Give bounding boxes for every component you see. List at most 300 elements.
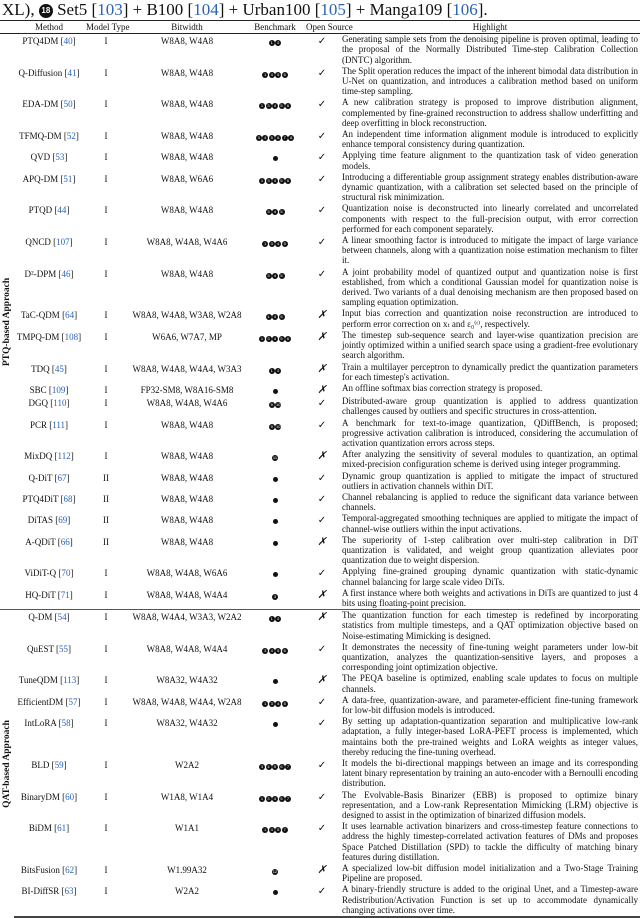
- check-icon: ✓: [317, 152, 327, 164]
- cell-bitwidth: FP32-SM8, W8A16-SM8: [140, 384, 234, 395]
- cell-bitwidth: W8A32, W4A32: [156, 718, 218, 729]
- benchmark-circle-icon: 3: [257, 135, 260, 141]
- cell-bitwidth: W8A8, W4A8: [160, 493, 214, 504]
- benchmark-dots: [273, 679, 278, 684]
- benchmark-circle-icon: ·: [274, 156, 276, 162]
- benchmark-circle-icon: 7: [286, 764, 290, 770]
- cell-method: TuneQDM [113]: [18, 675, 80, 686]
- benchmark-circle-icon: 1: [264, 241, 267, 247]
- cell-benchmark: [246, 790, 304, 822]
- cell-model-type: I: [104, 451, 108, 462]
- benchmark-circle-icon: 3: [273, 593, 277, 599]
- cell-method: ViDiT-Q [70]: [24, 568, 74, 579]
- benchmark-circle-icon: 5: [280, 272, 283, 278]
- header-model-type: Model Type: [86, 22, 130, 32]
- method-name: QVD: [30, 152, 51, 163]
- cell-benchmark: [246, 821, 304, 863]
- cell-model-type: I: [104, 310, 108, 321]
- citation-link[interactable]: 62: [65, 865, 75, 876]
- benchmark-circle-icon: ·: [274, 540, 276, 546]
- citation-link[interactable]: 107: [56, 237, 70, 248]
- cross-icon: ✗: [317, 611, 327, 624]
- cell-model-type: I: [104, 173, 108, 184]
- cell-model-type: I: [104, 152, 108, 163]
- citation-link[interactable]: 105: [320, 0, 346, 19]
- cell-model-type: I: [104, 568, 108, 579]
- citation-link[interactable]: 45: [54, 363, 64, 374]
- cell-open-source: [304, 716, 340, 758]
- cell-benchmark: [246, 362, 304, 383]
- cell-model-type: I: [104, 36, 108, 47]
- citation-link[interactable]: 110: [53, 398, 67, 409]
- cell-open-source: [304, 34, 340, 66]
- cell-bitwidth: W8A8, W4A8: [160, 515, 214, 526]
- citation-link[interactable]: 53: [55, 152, 65, 163]
- benchmark-circle-icon: 9: [270, 402, 273, 408]
- cell-bitwidth: W1A1: [175, 823, 199, 834]
- cell-open-source: [304, 308, 340, 329]
- cell-open-source: [304, 172, 340, 204]
- cell-bitwidth: W8A8, W4A8, W4A4: [146, 589, 228, 600]
- cell-bitwidth: W8A8, W4A8: [160, 472, 214, 483]
- method-name: TFMQ-DM: [19, 131, 62, 142]
- method-name: QNCD: [25, 237, 51, 248]
- cell-model-type: I: [104, 205, 108, 216]
- method-name: APQ-DM: [22, 173, 59, 184]
- benchmark-circle-icon: 11: [272, 455, 278, 461]
- citation-link[interactable]: 59: [54, 760, 64, 771]
- cell-method: PTQ4DiT [68]: [22, 493, 76, 504]
- cell-benchmark: [246, 235, 304, 267]
- cell-highlight: It models the bi-directional mappings between an image and its corresponding latent binary representation by training an auto-encoder with a Bernoulli encoding distribution.: [342, 758, 638, 789]
- citation-link[interactable]: 46: [61, 268, 71, 279]
- check-icon: ✓: [317, 398, 327, 410]
- cell-method: TFMQ-DM [52]: [19, 131, 79, 142]
- benchmark-dots: [269, 424, 282, 430]
- benchmark-circle-icon: 3: [260, 764, 264, 770]
- benchmark-circle-icon: 6: [286, 103, 290, 109]
- cell-model-type: I: [104, 791, 108, 802]
- method-name: TDQ: [31, 363, 50, 374]
- cross-icon: ✗: [317, 588, 327, 601]
- cell-open-source: [304, 383, 340, 396]
- cell-method: PCR [111]: [29, 419, 69, 430]
- benchmark-circle-icon: 1: [267, 314, 270, 320]
- citation-link[interactable]: 51: [63, 173, 73, 184]
- cell-highlight: The timestep sub-sequence search and layer-wise quantization precision are jointly optimized within a unified search space using a gradient-free evolutionary search algorithm.: [342, 329, 638, 361]
- cell-highlight: The Evolvable-Basis Binarizer (EBB) is proposed to optimize binary representation, and a Low-rank Representation Mimicking (LRM) objective is designed to assist in the optimization of binarized diffusion models.: [342, 789, 638, 821]
- table-row: [0, 821, 640, 863]
- method-name: A-QDiT: [25, 536, 56, 547]
- method-name: IntLoRA: [24, 718, 57, 729]
- table-row: [0, 695, 640, 716]
- benchmark-dots: [273, 722, 278, 727]
- citation-link[interactable]: 60: [65, 791, 75, 802]
- benchmark-circle-icon: ·: [274, 722, 276, 728]
- citation-link[interactable]: 41: [67, 67, 77, 78]
- cell-bitwidth: W8A8, W4A8, W4A6: [146, 237, 228, 248]
- benchmark-circle-icon: 4: [273, 103, 277, 109]
- cell-bitwidth: W2A2: [175, 760, 199, 771]
- cell-method: PTQ4DM [40]: [22, 36, 76, 47]
- cell-method: BiDM [61]: [28, 823, 70, 834]
- header-method: Method: [14, 21, 84, 34]
- cell-benchmark: [246, 66, 304, 98]
- cell-open-source: [304, 695, 340, 716]
- citation-link[interactable]: 66: [60, 536, 70, 547]
- group-label: QAT-based Approach: [1, 719, 12, 808]
- cell-method: QuEST [55]: [26, 643, 72, 654]
- benchmark-circle-icon: 4: [277, 241, 280, 247]
- benchmark-dots: [269, 40, 282, 46]
- benchmark-circle-icon: 1: [260, 335, 264, 341]
- cell-model-type: I: [104, 865, 108, 876]
- cell-bitwidth: W8A8, W4A8: [160, 152, 214, 163]
- cell-model-type: I: [104, 643, 108, 654]
- cell-highlight: Input bias correction and quantization noise reconstruction are introduced to perform error correction on xₜ and ε₀⁽ᵗ⁾, respectively.: [342, 308, 638, 329]
- cell-benchmark: [246, 172, 304, 204]
- table-row: [0, 383, 640, 396]
- table-row: [0, 129, 640, 150]
- citation-link[interactable]: 64: [65, 310, 75, 321]
- citation-link[interactable]: 40: [63, 36, 73, 47]
- cell-bitwidth: W8A8, W4A8: [160, 67, 214, 78]
- table-row: [0, 566, 640, 587]
- cell-bitwidth: W2A2: [128, 884, 246, 917]
- cell-method: BinaryDM [60]: [20, 791, 78, 802]
- cell-highlight: Dynamic group quantization is applied to mitigate the impact of structured outliers in activation channels within DiT.: [342, 470, 638, 491]
- cell-bitwidth: W6A6, W7A7, MP: [152, 331, 222, 342]
- cell-open-source: [304, 758, 340, 790]
- caption-text-1: Set5 [: [52, 0, 98, 19]
- cell-highlight: The Split operation reduces the impact of the inherent bimodal data distribution in U-Net on quantization, and introduces a calibration method based on uniform time-step sampling.: [342, 65, 638, 97]
- cross-icon: ✗: [317, 674, 327, 687]
- cell-highlight: A first instance where both weights and activations in DiTs are quantized to just 4 bits using floating-point precision.: [342, 587, 638, 608]
- header-group: [0, 21, 14, 34]
- citation-link[interactable]: 44: [57, 205, 67, 216]
- cell-method: BI-DiffSR [63]: [14, 884, 84, 917]
- header-bitwidth: Bitwidth: [128, 21, 246, 34]
- group-ptq: [0, 34, 14, 610]
- table-row: [0, 308, 640, 329]
- benchmark-dots: [259, 796, 291, 802]
- table-row: [0, 396, 640, 417]
- caption-text-3: ] + Urban100 [: [218, 0, 321, 19]
- citation-link[interactable]: 55: [59, 643, 69, 654]
- table-row: [0, 642, 640, 674]
- cell-model-type: I: [104, 268, 108, 279]
- benchmark-circle-icon: 5: [280, 177, 283, 183]
- cell-bitwidth: W8A8, W4A8: [160, 99, 214, 110]
- method-name: BinaryDM: [20, 791, 60, 802]
- cell-highlight: A specialized low-bit diffusion model initialization and a Two-Stage Training Pipeline are proposed.: [342, 863, 638, 884]
- cell-method: IntLoRA [58]: [24, 718, 74, 729]
- table-row: [0, 492, 640, 513]
- benchmark-circle-icon: 3: [267, 335, 270, 341]
- cross-icon: ✗: [317, 864, 327, 877]
- table-row: [0, 418, 640, 450]
- check-icon: ✓: [317, 823, 327, 835]
- check-icon: ✓: [317, 268, 327, 280]
- citation-link[interactable]: 67: [57, 472, 67, 483]
- citation-link[interactable]: 50: [63, 99, 73, 110]
- benchmark-circle-icon: 2: [277, 367, 280, 373]
- citation-link[interactable]: 54: [57, 612, 67, 623]
- cell-highlight: A new calibration strategy is proposed to improve distribution alignment, complemented by fine-grained reconstruction to address shallow underfitting and deep overfitting in block reconstruction.: [342, 97, 638, 128]
- cell-benchmark: [246, 673, 304, 694]
- benchmark-circle-icon: 3: [270, 700, 273, 706]
- cell-open-source: [304, 673, 340, 694]
- cell-model-type: I: [104, 696, 108, 707]
- cross-icon: ✗: [317, 330, 327, 343]
- cell-model-type: I: [104, 398, 108, 409]
- benchmark-circle-icon: 4: [273, 272, 277, 278]
- cell-benchmark: [246, 863, 304, 884]
- cell-bitwidth: W8A32, W4A32: [156, 675, 218, 686]
- benchmark-dots: [259, 336, 291, 342]
- cell-benchmark: [246, 330, 304, 362]
- benchmark-circle-icon: ·: [274, 388, 276, 394]
- citation-link[interactable]: 112: [57, 451, 71, 462]
- check-icon: ✓: [317, 718, 327, 730]
- citation-link[interactable]: 69: [58, 515, 68, 526]
- benchmark-circle-icon: 5: [280, 795, 283, 801]
- benchmark-circle-icon: 6: [286, 335, 290, 341]
- cell-open-source: [304, 642, 340, 674]
- benchmark-dots: [262, 701, 288, 707]
- caption-text-5: ].: [477, 0, 488, 19]
- cell-open-source: [304, 418, 340, 450]
- check-icon: ✓: [317, 237, 327, 249]
- cell-benchmark: [246, 34, 304, 66]
- citation-link[interactable]: 113: [63, 675, 77, 686]
- cell-benchmark: [246, 150, 304, 171]
- cell-open-source: [304, 267, 340, 309]
- cell-model-type: I: [104, 419, 108, 430]
- cross-icon: ✗: [317, 450, 327, 463]
- table-row: [0, 716, 640, 758]
- benchmark-dots: [273, 890, 278, 895]
- benchmark-circle-icon: 10: [276, 423, 281, 429]
- cell-method: SBC [109]: [29, 384, 69, 395]
- benchmark-dots: [269, 616, 282, 622]
- cell-method: QVD [53]: [30, 152, 68, 163]
- cell-open-source: [304, 863, 340, 884]
- cell-open-source: [304, 150, 340, 171]
- cell-method: TDQ [45]: [31, 363, 67, 374]
- citation-link[interactable]: 106: [452, 0, 478, 19]
- benchmark-circle-icon: 4: [273, 335, 277, 341]
- benchmark-circle-icon: 1: [270, 40, 273, 46]
- citation-link[interactable]: 103: [97, 0, 123, 19]
- benchmark-circle-icon: 1: [264, 827, 267, 833]
- check-icon: ✓: [317, 493, 327, 505]
- table-row: [0, 610, 640, 642]
- table-row: [0, 758, 640, 790]
- cell-model-type: I: [104, 99, 108, 110]
- citation-link[interactable]: 61: [57, 823, 67, 834]
- benchmark-circle-icon: 4: [273, 314, 277, 320]
- cell-highlight: The superiority of 1-step calibration over multi-step calibration in DiT quantization is validated, and weight group quantization alleviates poor quantization due to weight dispersion.: [342, 534, 638, 566]
- cross-icon: ✗: [317, 362, 327, 375]
- citation-link[interactable]: 58: [61, 718, 71, 729]
- cell-model-type: I: [104, 131, 108, 142]
- cell-method: QNCD [107]: [25, 237, 73, 248]
- benchmark-dots: [272, 594, 278, 600]
- benchmark-circle-icon: ·: [274, 519, 276, 525]
- cell-bitwidth: W8A8, W4A8: [160, 36, 214, 47]
- cell-method: DGQ [110]: [28, 398, 70, 409]
- method-name: BiDM: [28, 823, 52, 834]
- citation-link[interactable]: 111: [52, 419, 66, 430]
- cell-bitwidth: W8A8, W4A8: [160, 536, 214, 547]
- table-row: [0, 267, 640, 309]
- benchmark-circle-icon: 1: [270, 367, 273, 373]
- cell-method: DiTAS [69]: [27, 515, 71, 526]
- cell-bitwidth: W8A8, W4A8, W3A8, W2A8: [132, 310, 242, 321]
- cell-open-source: [304, 396, 340, 417]
- check-icon: ✓: [317, 472, 327, 484]
- table-row: [0, 884, 640, 917]
- cell-benchmark: [246, 610, 304, 642]
- citation-link[interactable]: 57: [68, 696, 78, 707]
- cell-bitwidth: W8A8, W4A8, W6A6: [146, 568, 228, 579]
- citation-link[interactable]: 52: [66, 131, 76, 142]
- benchmark-dots: [269, 402, 282, 408]
- method-name: TMPQ-DM: [16, 331, 60, 342]
- cross-icon: ✗: [317, 383, 327, 396]
- cell-benchmark: [246, 513, 304, 534]
- benchmark-dots: [272, 869, 278, 875]
- cell-model-type: I: [104, 237, 108, 248]
- benchmark-circle-icon: 2: [277, 40, 280, 46]
- cell-open-source: [304, 513, 340, 534]
- table-row: [0, 449, 640, 470]
- cell-bitwidth: W8A8, W4A8: [160, 451, 214, 462]
- caption-line: [0, 0, 640, 20]
- method-name: QuEST: [26, 643, 54, 654]
- caption-text-4: ] + Manga109 [: [345, 0, 453, 19]
- cell-open-source: [304, 610, 340, 642]
- table-row: [0, 471, 640, 492]
- check-icon: ✓: [317, 515, 327, 527]
- benchmark-circle-icon: 6: [280, 764, 283, 770]
- citation-link[interactable]: 108: [64, 331, 79, 342]
- benchmark-circle-icon: 1: [260, 103, 264, 109]
- check-icon: ✓: [317, 760, 327, 772]
- citation-link[interactable]: 104: [193, 0, 219, 19]
- check-icon: ✓: [317, 886, 327, 898]
- cell-open-source: [304, 884, 340, 917]
- cell-open-source: [304, 492, 340, 513]
- method-name: DGQ: [28, 398, 49, 409]
- benchmark-circle-icon: 10: [276, 402, 281, 408]
- benchmark-circle-icon: 4: [267, 764, 270, 770]
- benchmark-circle-icon: 3: [267, 272, 270, 278]
- benchmark-circle-icon: 12: [272, 869, 278, 875]
- cell-open-source: [304, 821, 340, 863]
- benchmark-circle-icon: 8: [290, 135, 293, 141]
- benchmark-dots: [273, 498, 278, 503]
- citation-link[interactable]: 68: [63, 493, 73, 504]
- benchmark-circle-icon: 1: [260, 177, 264, 183]
- check-icon: ✓: [317, 643, 327, 655]
- benchmark-circle-icon: 5: [280, 103, 283, 109]
- benchmark-circle-icon: 3: [264, 647, 267, 653]
- header-highlight: Highlight: [340, 21, 640, 34]
- cell-open-source: [304, 235, 340, 267]
- cell-model-type: II: [103, 536, 109, 547]
- cell-highlight: A joint probability model of quantized output and quantization noise is first established, from which a conditional Gaussian model for quantization noise is derived. Two variants of a dual denoising mechanism are then proposed based on sampling equation optimization.: [342, 266, 638, 308]
- cell-model-type: I: [104, 384, 108, 395]
- benchmark-circle-icon: 3: [267, 177, 270, 183]
- cell-benchmark: [246, 308, 304, 329]
- cell-bitwidth: W8A8, W4A8: [160, 131, 214, 142]
- table-row: [0, 330, 640, 362]
- cell-highlight: Distributed-aware group quantization is applied to address quantization challenges caused by outliers and specific structures in cross-attention.: [342, 396, 638, 417]
- check-icon: ✓: [317, 173, 327, 185]
- benchmark-dots: [262, 827, 288, 833]
- citation-link[interactable]: 109: [51, 384, 66, 395]
- benchmark-circle-icon: 6: [283, 647, 286, 653]
- benchmark-circle-icon: 2: [277, 616, 280, 622]
- benchmark-dots: [269, 368, 282, 374]
- table-row: [0, 513, 640, 534]
- benchmark-circle-icon: ·: [274, 572, 276, 578]
- method-name: EDA-DM: [22, 99, 59, 110]
- benchmark-circle-icon: 4: [264, 135, 267, 141]
- citation-link[interactable]: 63: [64, 886, 74, 897]
- cell-open-source: [304, 588, 340, 610]
- method-name: PTQ4DiT: [22, 493, 59, 504]
- benchmark-circle-icon: 1: [270, 616, 273, 622]
- table-row: [0, 203, 640, 235]
- cell-method: PTQD [44]: [28, 205, 70, 216]
- benchmark-circle-icon: 4: [270, 71, 273, 77]
- cell-bitwidth: W8A8, W4A8: [160, 419, 214, 430]
- check-icon: ✓: [317, 67, 327, 79]
- benchmark-circle-icon: 4: [273, 795, 277, 801]
- benchmark-circle-icon: 3: [267, 103, 270, 109]
- cell-model-type: I: [84, 884, 128, 917]
- table-body: [0, 34, 640, 917]
- cell-benchmark: [246, 492, 304, 513]
- method-name: SBC: [29, 384, 47, 395]
- cell-benchmark: [246, 396, 304, 417]
- cell-method: BLD [59]: [31, 760, 67, 771]
- method-name: Q-Diffusion: [18, 67, 63, 78]
- benchmark-dots: [273, 477, 278, 482]
- benchmark-circle-icon: 1: [260, 795, 264, 801]
- benchmark-circle-icon: 7: [286, 795, 290, 801]
- method-name: PTQ4DM: [22, 36, 59, 47]
- method-name: D²-DPM: [24, 268, 57, 279]
- table-row: [0, 235, 640, 267]
- benchmark-badge-icon: 18: [39, 4, 53, 18]
- cell-open-source: [304, 449, 340, 470]
- citation-link[interactable]: 71: [60, 589, 70, 600]
- table-row: [0, 172, 640, 204]
- benchmark-circle-icon: 4: [273, 177, 277, 183]
- cell-highlight: Introducing a differentiable group assignment strategy enables distribution-aware dynamic quantization, with a calibration set selected based on the principle of structural risk minimization.: [342, 171, 638, 203]
- cell-highlight: It uses learnable activation binarizers and cross-timestep feature connections to address the highly timestep-correlated activation features of DMs and proposes Space Patched Distillation (SPD) to tackle the difficulty of matching binary features during distillation.: [342, 821, 638, 862]
- cell-model-type: II: [103, 472, 109, 483]
- cell-model-type: I: [104, 675, 108, 686]
- cell-open-source: [304, 471, 340, 492]
- table-row: [0, 34, 640, 66]
- citation-link[interactable]: 70: [61, 568, 71, 579]
- cell-highlight: Applying time feature alignment to the quantization task of video generation models.: [342, 150, 638, 171]
